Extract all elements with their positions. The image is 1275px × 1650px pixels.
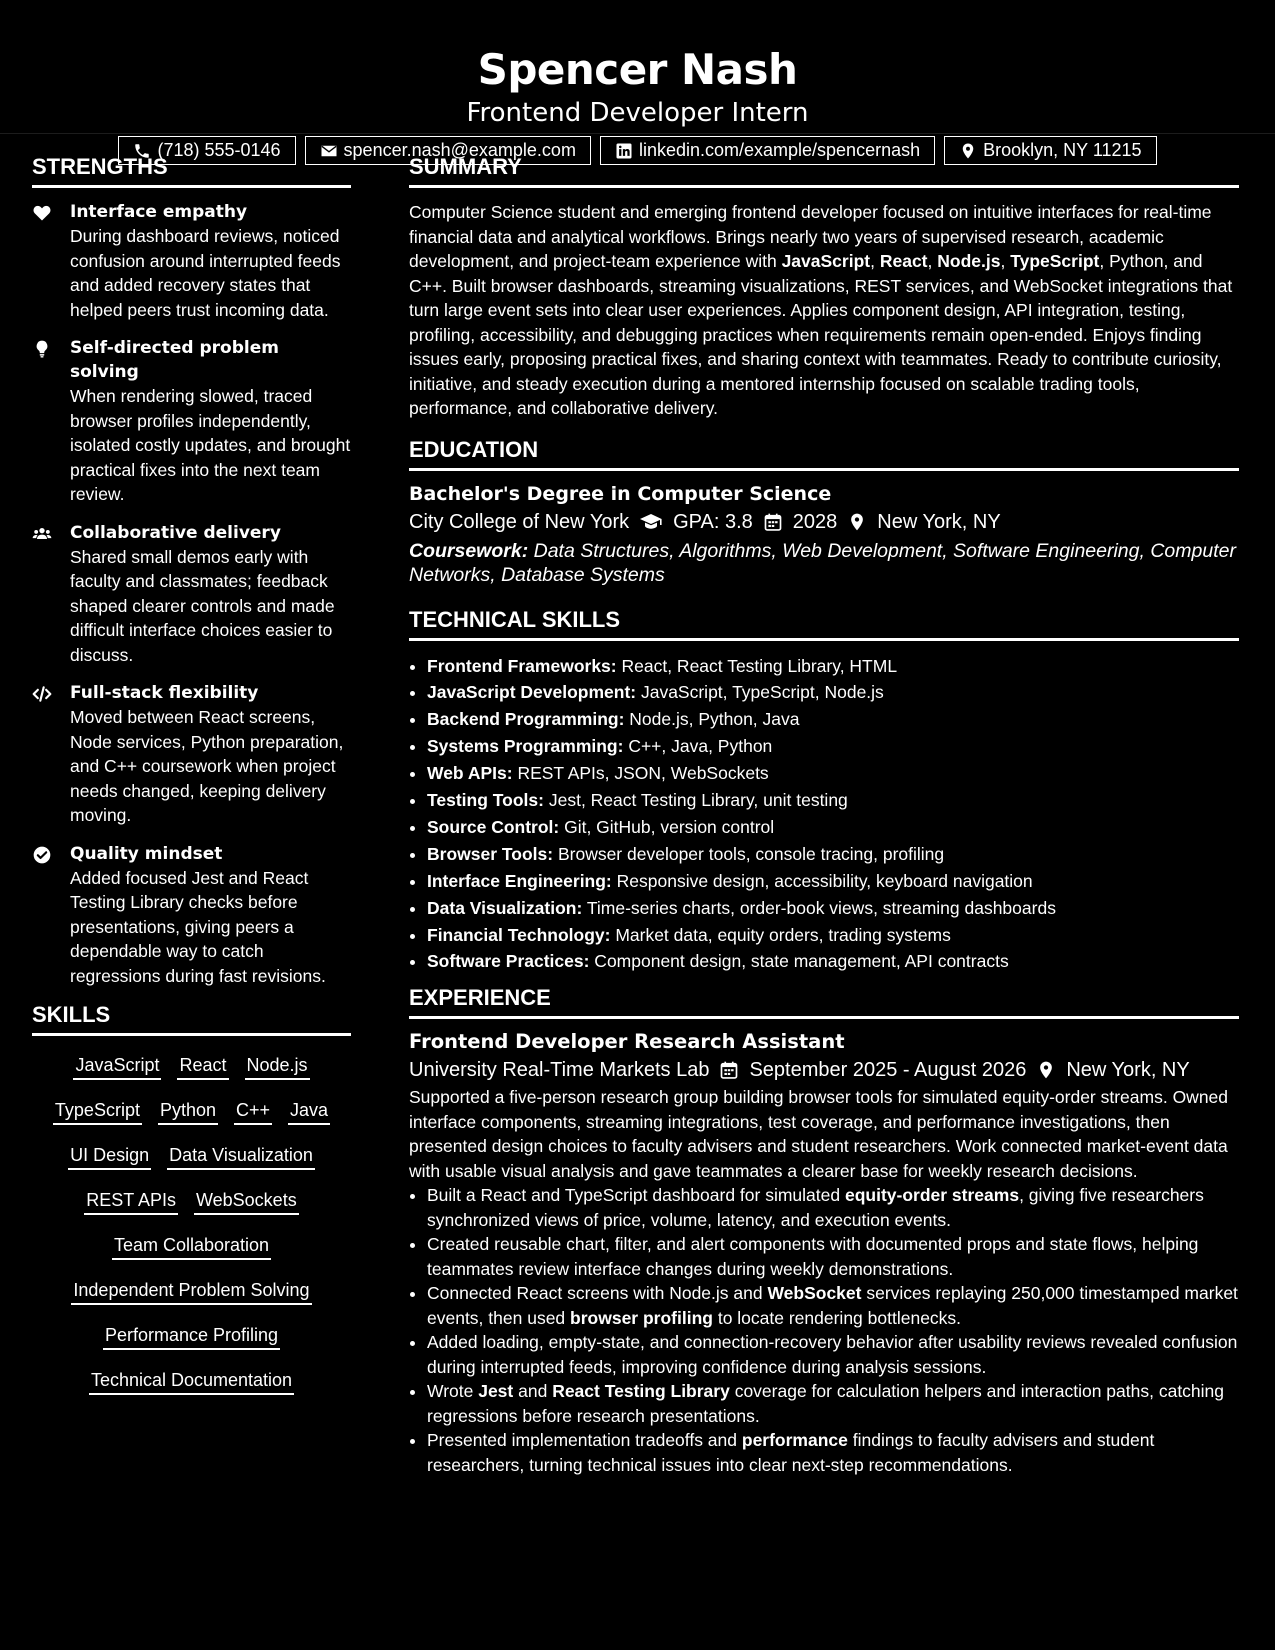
technical-skill-value: JavaScript, TypeScript, Node.js xyxy=(636,682,884,703)
skills-tag-list xyxy=(32,1048,351,1396)
job-dates: September 2025 - August 2026 xyxy=(749,1059,1027,1082)
technical-skill-value: Git, GitHub, version control xyxy=(559,816,775,837)
education-year: 2028 xyxy=(792,510,838,533)
calendar-icon xyxy=(719,1060,739,1080)
emphasis-text: TypeScript xyxy=(1010,251,1100,271)
map-pin-icon xyxy=(847,512,867,532)
technical-skill-value: React, React Testing Library, HTML xyxy=(616,655,898,676)
technical-skill-item xyxy=(427,760,1239,787)
text-segment: , Python, and C++. Built browser dashboards, streaming visualizations, REST services, and WebSocket integrations that turn large event sets into clear user experiences. Applies component design, API integration, testing, profiling, accessibility, and debugging practices when requirements remain open-ended. Enjoys finding issues early, proposing practical fixes, and sharing context with teammates. Ready to contribute curiosity, initiative, and steady execution during a mentored internship focused on scalable trading tools, performance, and collaborative delivery. xyxy=(409,251,1233,418)
strength-title: Interface empathy xyxy=(70,202,248,222)
map-pin-icon xyxy=(1036,1060,1056,1080)
technical-skill-value: Jest, React Testing Library, unit testing xyxy=(543,790,848,811)
skill-row xyxy=(32,1277,351,1306)
skill-row xyxy=(32,1187,351,1216)
skill-tag: TypeScript xyxy=(53,1097,142,1125)
technical-skill-value: C++, Java, Python xyxy=(623,736,773,757)
skill-tag: JavaScript xyxy=(73,1052,161,1080)
technical-skill-item xyxy=(427,814,1239,841)
strength-item xyxy=(32,336,351,507)
skill-tag: Python xyxy=(158,1097,218,1125)
education-degree: Bachelor's Degree in Computer Science xyxy=(409,482,832,505)
coursework-label: Coursework: xyxy=(409,539,529,562)
education-school: City College of New York xyxy=(409,510,630,533)
skill-row xyxy=(32,1052,351,1081)
technical-skill-label: Financial Technology: xyxy=(427,924,611,945)
strength-title: Collaborative delivery xyxy=(70,522,281,543)
job-bullets xyxy=(409,1183,1239,1477)
technical-skill-item xyxy=(427,948,1239,975)
text-segment: Built a React and TypeScript dashboard for simulated xyxy=(427,1185,845,1206)
emphasis-text: WebSocket xyxy=(767,1283,862,1304)
skill-row xyxy=(32,1142,351,1171)
contact-text: (718) 555-0146 xyxy=(157,140,281,160)
technical-skill-item xyxy=(427,679,1239,706)
technical-skill-value: Node.js, Python, Java xyxy=(624,709,800,730)
graduation-cap-icon xyxy=(639,510,663,534)
technical-skill-label: Web APIs: xyxy=(427,763,513,784)
experience-heading: EXPERIENCE xyxy=(409,985,1239,1019)
job-location: New York, NY xyxy=(1066,1059,1190,1082)
text-segment: Computer Science student and emerging frontend developer focused on intuitive interfaces for real-time financial data and analytical workflows. Brings nearly two years of supervised research, academic development, and project-team experience with xyxy=(409,202,1212,271)
strength-desc: Shared small demos early with faculty and classmates; feedback shaped clearer controls and made difficult interface choices easier to discuss. xyxy=(70,546,335,665)
technical-skill-value: REST APIs, JSON, WebSockets xyxy=(512,763,769,784)
job-meta xyxy=(409,1055,1239,1085)
emphasis-text: Node.js xyxy=(937,251,1001,271)
skill-tag: Java xyxy=(288,1097,330,1125)
strength-title: Full-stack flexibility xyxy=(70,683,259,703)
emphasis-text: Jest xyxy=(478,1381,514,1402)
strength-item xyxy=(32,681,351,828)
emphasis-text: performance xyxy=(741,1430,848,1451)
calendar-icon xyxy=(763,512,783,532)
skills-heading: SKILLS xyxy=(32,1002,351,1036)
contact-text: Brooklyn, NY 11215 xyxy=(983,140,1142,160)
text-segment: services replaying 250,000 timestamped market events, then used xyxy=(427,1283,1238,1328)
skill-tag: Technical Documentation xyxy=(89,1367,294,1395)
resume-header xyxy=(0,0,1275,160)
left-column xyxy=(32,154,351,1477)
skill-row xyxy=(32,1097,351,1126)
job-bullet xyxy=(427,1330,1239,1379)
education-heading: EDUCATION xyxy=(409,437,1239,471)
contact-text: linkedin.com/example/spencernash xyxy=(638,140,921,160)
right-column xyxy=(409,154,1239,1477)
skill-row xyxy=(32,1367,351,1396)
text-segment: Connected React screens with Node.js and xyxy=(427,1283,768,1304)
job-bullet xyxy=(427,1428,1239,1477)
technical-skill-label: Source Control: xyxy=(427,816,560,837)
strength-desc: When rendering slowed, traced browser profiles independently, isolated costly updates, and brought practical fixes into the next team review. xyxy=(70,386,351,504)
skill-tag: React xyxy=(177,1052,228,1080)
strength-item xyxy=(32,521,351,668)
technical-skill-label: Backend Programming: xyxy=(427,709,625,730)
emphasis-text: equity-order streams xyxy=(844,1185,1020,1206)
technical-skill-label: Software Practices: xyxy=(427,951,590,972)
skill-tag: Performance Profiling xyxy=(103,1322,280,1350)
technical-skill-item xyxy=(427,653,1239,680)
skill-tag: UI Design xyxy=(68,1142,151,1170)
job-organization: University Real-Time Markets Lab xyxy=(409,1059,710,1082)
strength-desc: Added focused Jest and React Testing Library checks before presentations, giving peers a dependable way to catch regressions during fast revisions. xyxy=(70,867,326,986)
technical-skill-value: Responsive design, accessibility, keyboard navigation xyxy=(611,870,1033,891)
technical-skill-item xyxy=(427,841,1239,868)
candidate-title: Frontend Developer Intern xyxy=(466,98,809,128)
education-location: New York, NY xyxy=(877,510,1001,533)
technical-skill-item xyxy=(427,706,1239,733)
technical-skill-label: Browser Tools: xyxy=(427,843,554,864)
skill-row xyxy=(32,1322,351,1351)
strength-desc: Moved between React screens, Node services, Python preparation, and C++ coursework when project needs changed, keeping delivery moving. xyxy=(70,707,344,825)
technical-skill-value: Component design, state management, API contracts xyxy=(589,951,1009,972)
emphasis-text: React Testing Library xyxy=(552,1381,730,1402)
technical-skill-value: Market data, equity orders, trading systems xyxy=(610,924,951,945)
skill-tag: Independent Problem Solving xyxy=(71,1277,311,1305)
text-segment: , xyxy=(1000,251,1011,271)
job-summary: Supported a five-person research group building browser tools for simulated equity-order streams. Owned interface components, streaming integrations, test coverage, and performance investigations, then presented design choices to faculty advisers and student researchers. Work connected market-event data with usable visual analysis and gave teammates a clearer base for weekly research decisions. xyxy=(409,1087,1229,1181)
text-segment: findings to faculty advisers and student researchers, turning technical issues into clear next-step recommendations. xyxy=(427,1430,1155,1475)
technical-skill-label: Frontend Frameworks: xyxy=(427,655,617,676)
technical-skills-list xyxy=(409,653,1239,976)
technical-skill-value: Time-series charts, order-book views, streaming dashboards xyxy=(582,897,1056,918)
education-meta xyxy=(409,507,1239,537)
emphasis-text: JavaScript xyxy=(781,251,871,271)
skill-tag: Data Visualization xyxy=(167,1142,315,1170)
technical-skill-label: Data Visualization: xyxy=(427,897,583,918)
users-icon xyxy=(32,524,52,544)
technical-skills-heading: TECHNICAL SKILLS xyxy=(409,607,1239,641)
job-bullet xyxy=(427,1281,1239,1330)
candidate-name: Spencer Nash xyxy=(477,45,798,94)
job-bullet xyxy=(427,1183,1239,1232)
technical-skill-value: Browser developer tools, console tracing, profiling xyxy=(553,843,945,864)
heart-icon xyxy=(32,203,52,223)
skill-tag: C++ xyxy=(234,1097,272,1125)
text-segment: , xyxy=(870,251,880,271)
technical-skill-item xyxy=(427,787,1239,814)
summary-text xyxy=(409,200,1239,421)
technical-skill-label: Systems Programming: xyxy=(427,736,624,757)
job-title: Frontend Developer Research Assistant xyxy=(409,1030,845,1054)
strength-item xyxy=(32,200,351,322)
strength-title: Self-directed problem solving xyxy=(70,338,279,382)
education-coursework xyxy=(409,539,1239,587)
summary-heading: SUMMARY xyxy=(409,154,1239,188)
text-segment: Presented implementation tradeoffs and xyxy=(427,1430,742,1451)
code-icon xyxy=(32,684,52,704)
text-segment: coverage for calculation helpers and interaction paths, catching regressions before research presentations. xyxy=(427,1381,1225,1426)
text-segment: , giving five researchers synchronized views of price, volume, latency, and execution events. xyxy=(427,1185,1204,1230)
technical-skill-label: Interface Engineering: xyxy=(427,870,612,891)
skill-row xyxy=(32,1232,351,1261)
text-segment: Created reusable chart, filter, and alert components with documented props and state flows, helping teammates review interface changes during weekly demonstrations. xyxy=(427,1234,1199,1279)
technical-skill-item xyxy=(427,733,1239,760)
emphasis-text: React xyxy=(879,251,928,271)
technical-skill-item xyxy=(427,868,1239,895)
skill-tag: Node.js xyxy=(245,1052,310,1080)
technical-skill-item xyxy=(427,895,1239,922)
technical-skill-label: Testing Tools: xyxy=(427,790,544,811)
education-gpa: GPA: 3.8 xyxy=(673,510,753,533)
text-segment: Added loading, empty-state, and connection-recovery behavior after usability reviews revealed confusion during interrupted feeds, improving confidence during analysis sessions. xyxy=(427,1332,1238,1377)
text-segment: to locate rendering bottlenecks. xyxy=(712,1307,962,1328)
strength-desc: During dashboard reviews, noticed confusion around interrupted feeds and added recovery states that helped peers trust incoming data. xyxy=(70,226,341,320)
text-segment: and xyxy=(513,1381,553,1402)
strength-title: Quality mindset xyxy=(70,843,223,864)
strengths-heading: STRENGTHS xyxy=(32,154,351,188)
contact-text: spencer.nash@example.com xyxy=(343,140,576,160)
check-circle-icon xyxy=(32,845,52,865)
lightbulb-icon xyxy=(32,339,52,359)
skill-tag: Team Collaboration xyxy=(112,1232,271,1260)
technical-skill-label: JavaScript Development: xyxy=(427,682,637,703)
skill-tag: REST APIs xyxy=(84,1187,178,1215)
text-segment: , xyxy=(927,251,938,271)
job-bullet xyxy=(427,1232,1239,1281)
text-segment: Wrote xyxy=(427,1381,479,1402)
skill-tag: WebSockets xyxy=(194,1187,299,1215)
job-bullet xyxy=(427,1379,1239,1428)
coursework-list: Data Structures, Algorithms, Web Development, Software Engineering, Computer Networks, Database Systems xyxy=(409,539,1236,586)
emphasis-text: browser profiling xyxy=(570,1307,713,1328)
strength-item xyxy=(32,842,351,989)
technical-skill-item xyxy=(427,922,1239,949)
